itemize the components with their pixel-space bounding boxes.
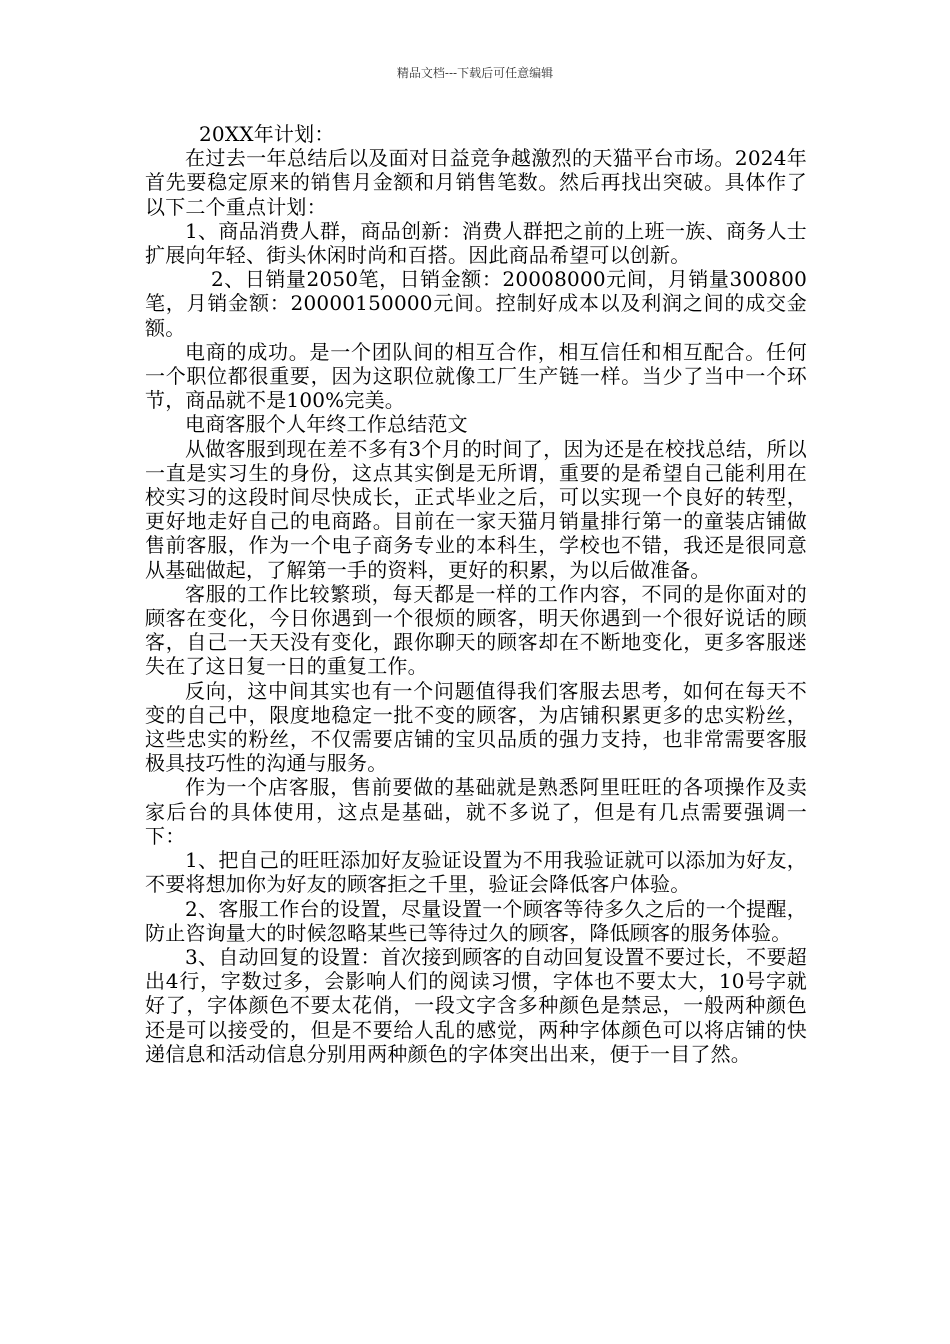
experience-paragraph: 从做客服到现在差不多有3个月的时间了，因为还是在校找总结，所以一直是实习生的身份，这点其实倒是无所谓，重要的是希望自己能利用在校实习的这段时间尽快成长，正式毕业之后，可以实现一个良好的转型，更好地走好自己的电商路。目前在一家天猫月销量排行第一的童装店铺做售前客服，作为一个电子商务专业的本科生，学校也不错，我还是很同意从基础做起，了解第一手的资料，更好的积累，为以后做准备。 xyxy=(145,436,807,582)
plan-point-1: 1、商品消费人群，商品创新：消费人群把之前的上班一族、商务人士扩展向年轻、街头休闲时尚和百搭。因此商品希望可以创新。 xyxy=(145,218,807,268)
teamwork-paragraph: 电商的成功。是一个团队间的相互合作，相互信任和相互配合。任何一个职位都很重要，因为这职位就像工厂生产链一样。当少了当中一个环节，商品就不是100%完美。 xyxy=(145,339,807,413)
tip-2: 2、客服工作台的设置，尽量设置一个顾客等待多久之后的一个提醒，防止咨询量大的时候忽略某些已等待过久的顾客，降低顾客的服务体验。 xyxy=(145,896,807,945)
plan-intro-paragraph: 在过去一年总结后以及面对日益竞争越激烈的天猫平台市场。2024年首先要稳定原来的销售月金额和月销售笔数。然后再找出突破。具体作了以下二个重点计划： xyxy=(145,146,807,219)
page-header-watermark: 精品文档---下载后可任意编辑 xyxy=(396,66,554,80)
reflection-paragraph: 反向，这中间其实也有一个问题值得我们客服去思考，如何在每天不变的自己中，限度地稳定一批不变的顾客，为店铺积累更多的忠实粉丝，这些忠实的粉丝，不仅需要店铺的宝贝品质的强力支持，也非常需要客服极具技巧性的沟通与服务。 xyxy=(145,678,807,776)
tip-1: 1、把自己的旺旺添加好友验证设置为不用我验证就可以添加为好友，不要将想加你为好友的顾客拒之千里，验证会降低客户体验。 xyxy=(145,848,807,897)
section-heading: 电商客服个人年终工作总结范文 xyxy=(185,412,468,437)
plan-point-2: 2、日销量2050笔，日销金额：20008000元间，月销量300800笔，月销金额：20000150000元间。控制好成本以及利润之间的成交金额。 xyxy=(145,267,807,340)
work-routine-paragraph: 客服的工作比较繁琐，每天都是一样的工作内容，不同的是你面对的顾客在变化，今日你遇到一个很烦的顾客，明天你遇到一个很好说话的顾客，自己一天天没有变化，跟你聊天的顾客却在不断地变化，更多客服迷失在了这日复一日的重复工作。 xyxy=(145,581,807,679)
document-body xyxy=(145,122,807,1066)
basics-paragraph: 作为一个店客服，售前要做的基础就是熟悉阿里旺旺的各项操作及卖家后台的具体使用，这点是基础，就不多说了，但是有几点需要强调一下： xyxy=(145,775,807,848)
plan-title: 20XX年计划： xyxy=(199,122,335,146)
tip-3: 3、自动回复的设置：首次接到顾客的自动回复设置不要过长，不要超出4行，字数过多，会影响人们的阅读习惯，字体也不要太大，10号字就好了，字体颜色不要太花俏，一段文字含多种颜色是禁忌，一般两种颜色还是可以接受的，但是不要给人乱的感觉，两种字体颜色可以将店铺的快递信息和活动信息分别用两种颜色的字体突出出来，便于一目了然。 xyxy=(145,944,807,1066)
